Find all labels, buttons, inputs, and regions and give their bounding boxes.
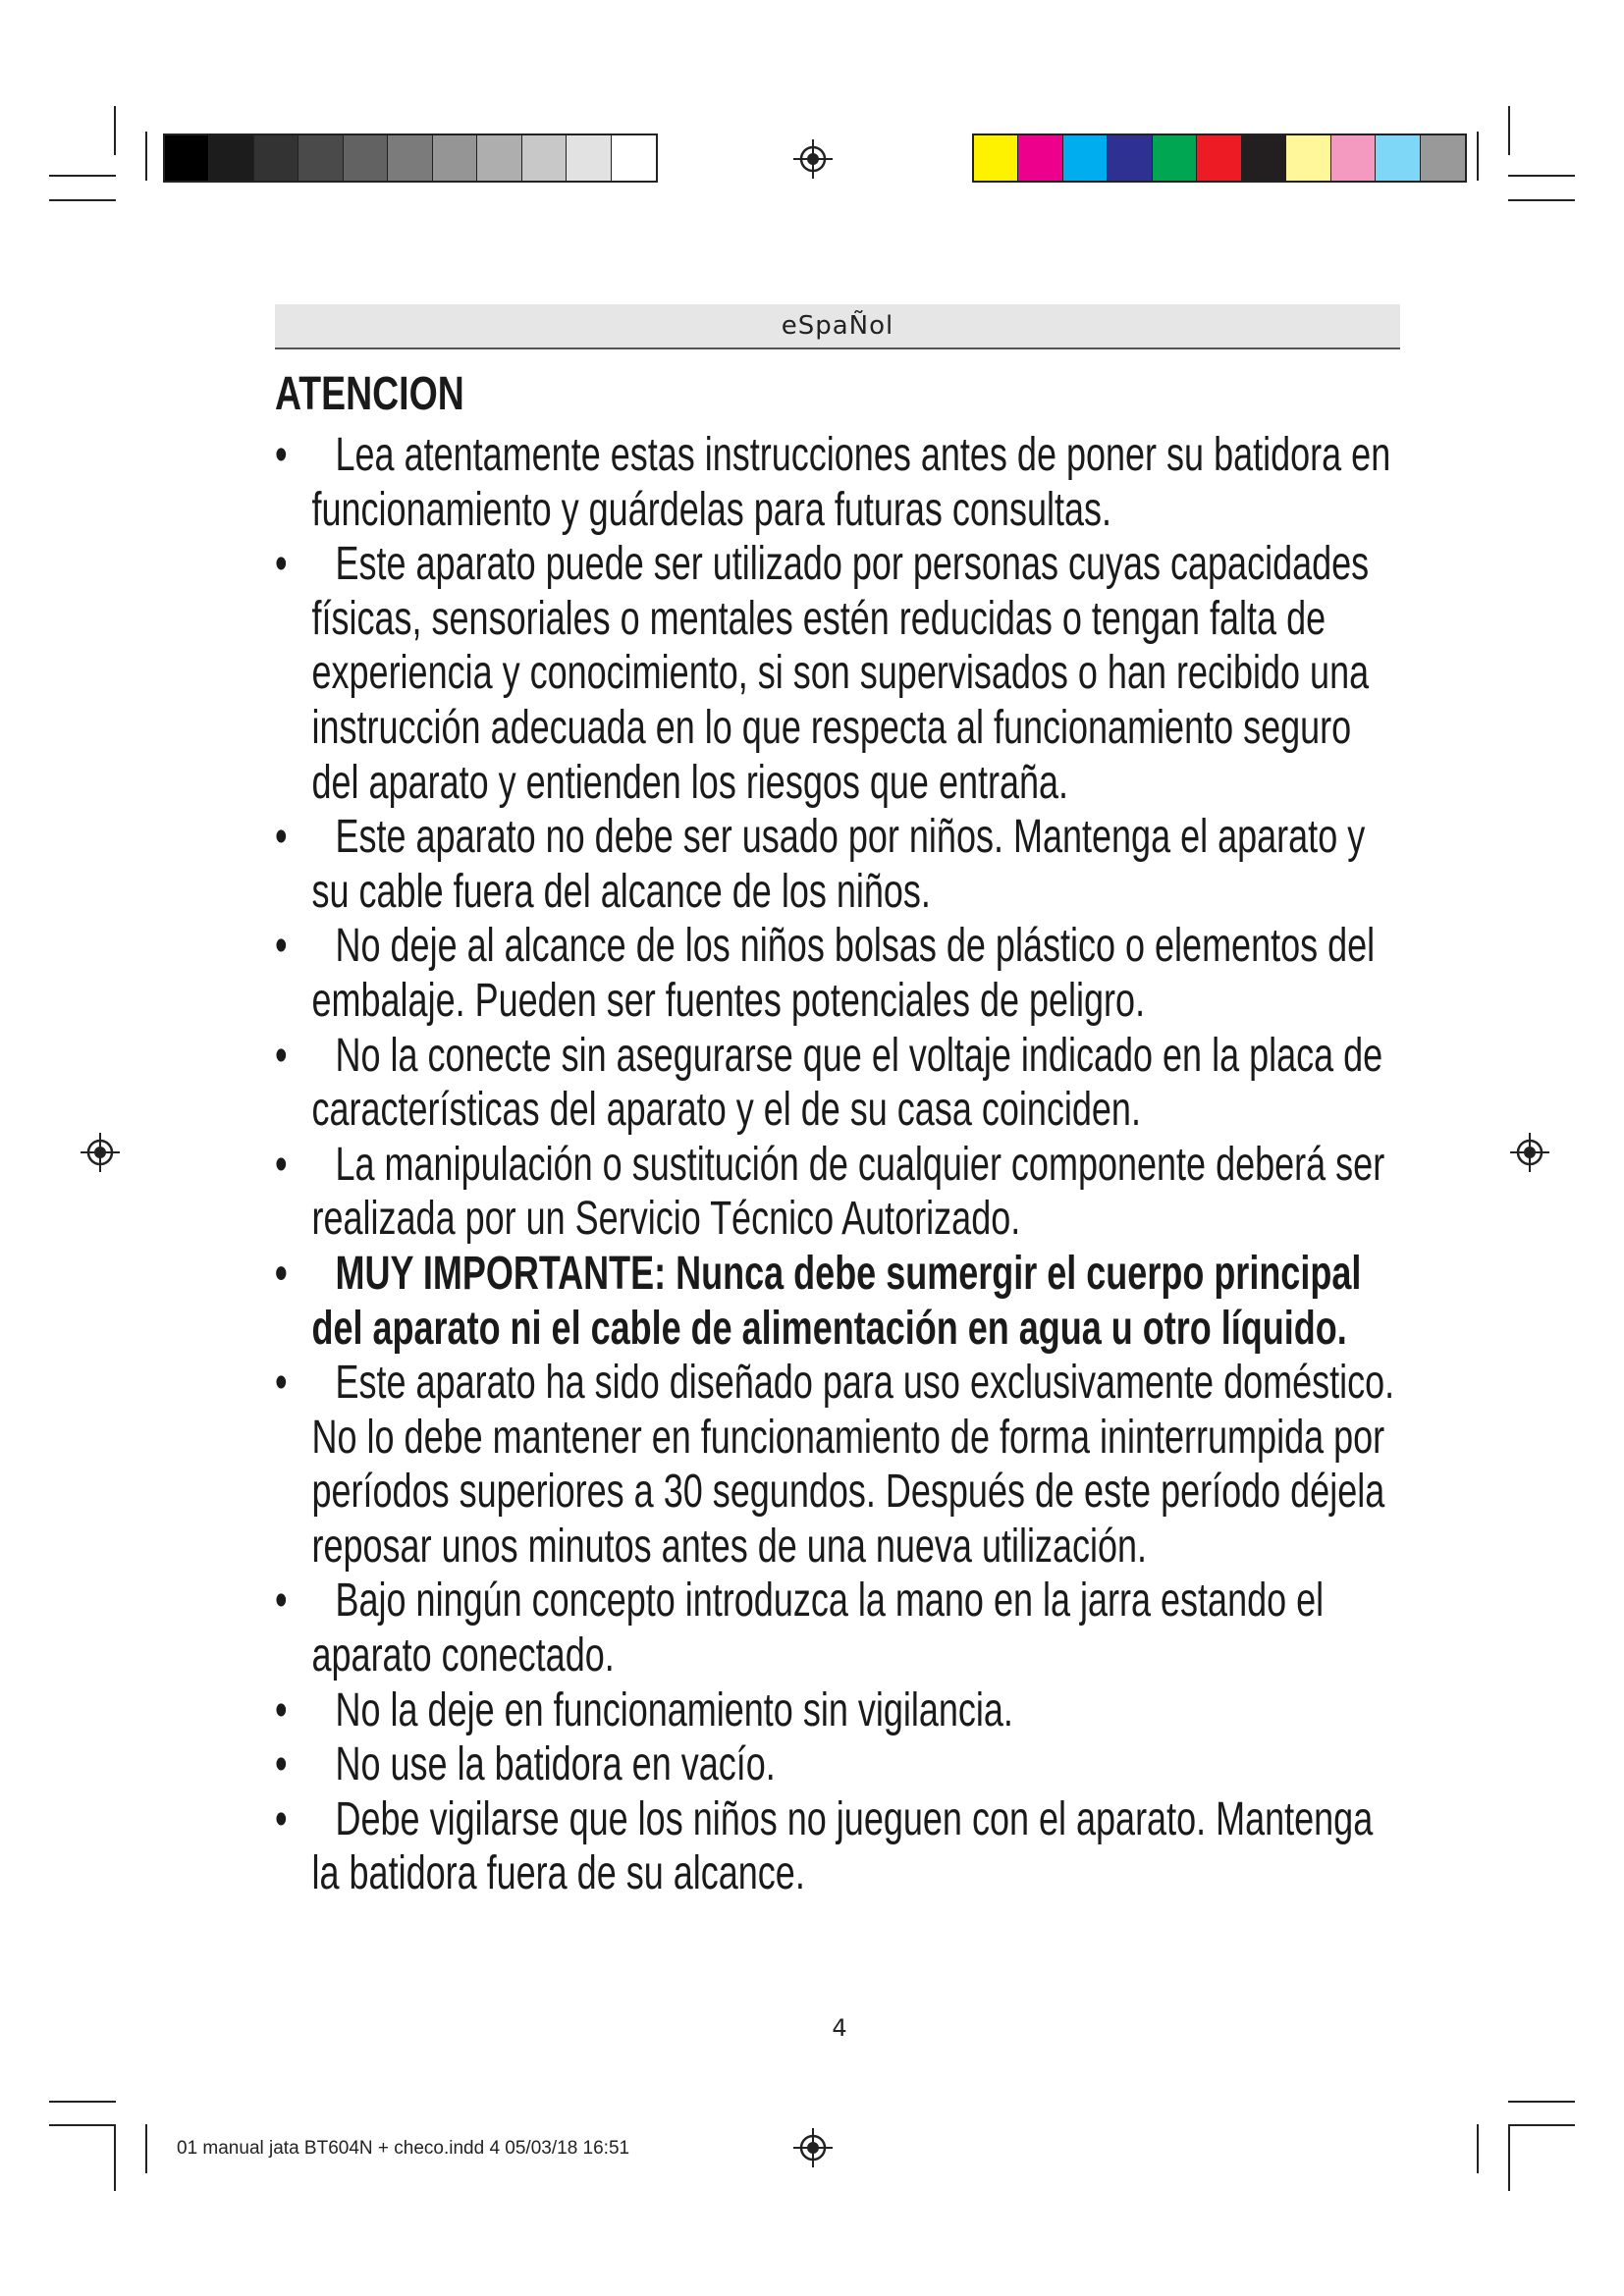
- list-item: [275, 919, 1402, 1028]
- print-slug: 01 manual jata BT604N + checo.indd 4 05/03/18 16:51: [177, 2138, 630, 2159]
- bullet-icon: •: [275, 1738, 288, 1791]
- process-color-bar: [972, 133, 1467, 183]
- bullet-icon: •: [275, 811, 288, 864]
- bullet-icon: •: [275, 429, 288, 481]
- list-item: [275, 1574, 1402, 1682]
- color-swatch: [567, 135, 611, 181]
- color-swatch: [1153, 135, 1197, 181]
- color-swatch: [1197, 135, 1241, 181]
- list-item-text: Lea atentamente estas instrucciones antes de poner su batidora en funcionamiento y guárdelas para futuras consultas.: [311, 429, 1391, 536]
- color-swatch: [1376, 135, 1420, 181]
- list-item-text: No use la batidora en vacío.: [335, 1738, 776, 1791]
- registration-mark-icon: [793, 139, 833, 179]
- crop-mark: [1508, 2124, 1510, 2191]
- registration-mark-icon: [81, 1133, 120, 1172]
- color-swatch: [254, 135, 298, 181]
- crop-mark: [49, 2101, 116, 2103]
- color-swatch: [433, 135, 477, 181]
- list-item: [275, 1247, 1402, 1356]
- crop-mark: [1508, 2124, 1575, 2126]
- crop-mark: [49, 199, 116, 201]
- grayscale-color-bar: [163, 133, 658, 183]
- color-swatch: [612, 135, 656, 181]
- list-item: [275, 1029, 1402, 1138]
- list-item-text: Este aparato puede ser utilizado por personas cuyas capacidades físicas, sensoriales o mentales estén reducidas o tengan falta de experiencia y conocimiento, si son supervisados o han recibido una instrucción adecuada en lo que respecta al funcionamiento seguro del aparato y entienden los riesgos que entraña.: [311, 538, 1370, 809]
- bullet-icon: •: [275, 538, 288, 591]
- bullet-icon: •: [275, 920, 288, 973]
- color-swatch: [1421, 135, 1465, 181]
- list-item-text: Este aparato ha sido diseñado para uso exclusivamente doméstico. No lo debe mantener en funcionamiento de forma ininterrumpida por períodos superiores a 30 segundos. Después de este período déjela reposar unos minutos antes de una nueva utilización.: [311, 1357, 1395, 1573]
- list-item: [275, 537, 1402, 810]
- list-item-text: No deje al alcance de los niños bolsas de plástico o elementos del embalaje. Pueden ser fuentes potenciales de peligro.: [311, 920, 1376, 1027]
- instructions-list: [275, 428, 1434, 1901]
- bullet-icon: •: [275, 1247, 288, 1300]
- crop-mark: [1477, 2124, 1479, 2173]
- crop-mark: [49, 175, 116, 177]
- color-swatch: [344, 135, 388, 181]
- color-swatch: [974, 135, 1018, 181]
- color-swatch: [1331, 135, 1376, 181]
- list-item: [275, 1683, 1402, 1738]
- list-item-text: La manipulación o sustitución de cualquier componente deberá ser realizada por un Servicio Técnico Autorizado.: [311, 1138, 1385, 1246]
- color-swatch: [1063, 135, 1108, 181]
- color-swatch: [1242, 135, 1286, 181]
- bullet-icon: •: [275, 1138, 288, 1191]
- color-swatch: [1286, 135, 1330, 181]
- color-swatch: [298, 135, 343, 181]
- registration-mark-icon: [793, 2128, 833, 2167]
- color-swatch: [1018, 135, 1062, 181]
- list-item: [275, 1356, 1402, 1574]
- crop-mark: [114, 106, 116, 155]
- page-title: ATENCION: [275, 368, 464, 420]
- bullet-icon: •: [275, 1029, 288, 1082]
- list-item-text: No la deje en funcionamiento sin vigilancia.: [335, 1683, 1013, 1736]
- page-number: 4: [832, 2014, 847, 2042]
- color-swatch: [522, 135, 567, 181]
- color-swatch: [1108, 135, 1152, 181]
- list-item: [275, 1792, 1402, 1901]
- language-header: eSpaÑol: [275, 304, 1400, 349]
- bullet-icon: •: [275, 1575, 288, 1628]
- crop-mark: [1508, 175, 1575, 177]
- color-swatch: [165, 135, 209, 181]
- registration-mark-icon: [1510, 1133, 1549, 1172]
- bullet-icon: •: [275, 1792, 288, 1845]
- color-swatch: [209, 135, 253, 181]
- crop-mark: [145, 132, 147, 181]
- crop-mark: [1508, 199, 1575, 201]
- color-swatch: [477, 135, 521, 181]
- crop-mark: [49, 2124, 116, 2126]
- crop-mark: [145, 2124, 147, 2173]
- list-item-text: Debe vigilarse que los niños no jueguen con el aparato. Mantenga la batidora fuera de su alcance.: [311, 1792, 1374, 1900]
- list-item: [275, 810, 1402, 919]
- list-item: [275, 1737, 1402, 1792]
- list-item: [275, 1138, 1402, 1247]
- bullet-icon: •: [275, 1357, 288, 1410]
- list-item-text: MUY IMPORTANTE: Nunca debe sumergir el cuerpo principal del aparato ni el cable de alimentación en agua u otro líquido.: [311, 1247, 1362, 1355]
- crop-mark: [1508, 2101, 1575, 2103]
- bullet-icon: •: [275, 1683, 288, 1736]
- list-item: [275, 428, 1402, 537]
- list-item-text: Este aparato no debe ser usado por niños. Mantenga el aparato y su cable fuera del alcance de los niños.: [311, 811, 1366, 918]
- list-item-text: No la conecte sin asegurarse que el voltaje indicado en la placa de características del aparato y el de su casa coinciden.: [311, 1029, 1383, 1137]
- crop-mark: [1477, 132, 1479, 181]
- list-item-text: Bajo ningún concepto introduzca la mano en la jarra estando el aparato conectado.: [311, 1575, 1325, 1682]
- crop-mark: [114, 2124, 116, 2191]
- crop-mark: [1508, 106, 1510, 155]
- color-swatch: [388, 135, 432, 181]
